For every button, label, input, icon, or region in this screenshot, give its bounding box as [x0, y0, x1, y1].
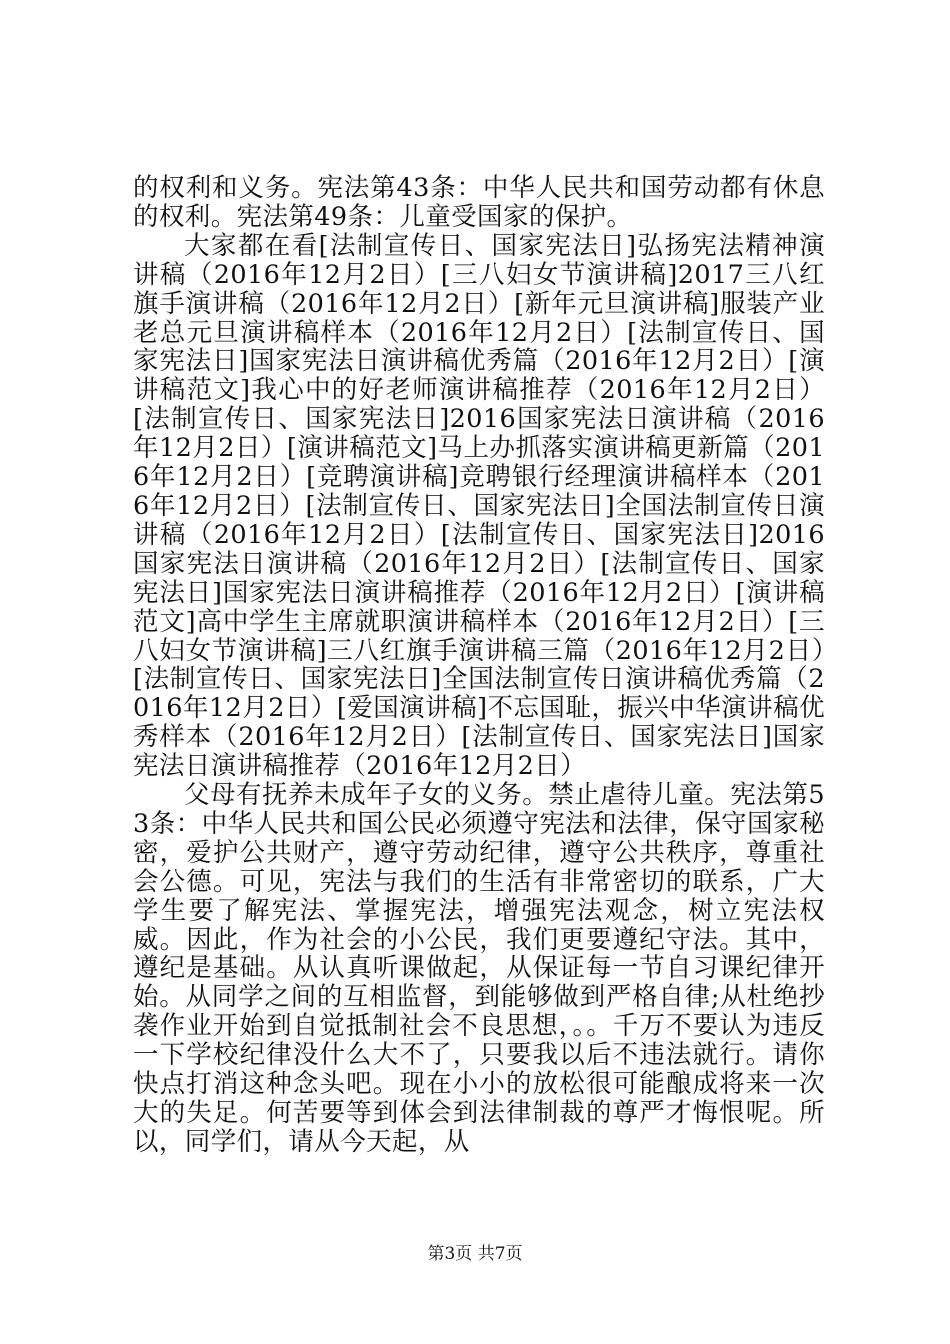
paragraph-2: 大家都在看[法制宣传日、国家宪法日]弘扬宪法精神演讲稿（2016年12月2日）[三八妇女节演讲稿]2017三八红旗手演讲稿（2016年12月2日）[新年元旦演讲稿]服装产业老总元旦演讲稿样本（2016年12月2日）[法制宣传日、国家宪法日]国家宪法日演讲稿优秀篇（2016年12月2日）[演讲稿范文]我心中的好老师演讲稿推荐（2016年12月2日）[法制宣传日、国家宪法日]2016国家宪法日演讲稿（2016年12月2日）[演讲稿范文]马上办抓落实演讲稿更新篇（2016年12月2日）[竞聘演讲稿]竞聘银行经理演讲稿样本（2016年12月2日）[法制宣传日、国家宪法日]全国法制宣传日演讲稿（2016年12月2日）[法制宣传日、国家宪法日]2016国家宪法日演讲稿（2016年12月2日）[法制宣传日、国家宪法日]国家宪法日演讲稿推荐（2016年12月2日）[演讲稿范文]高中学生主席就职演讲稿样本（2016年12月2日）[三八妇女节演讲稿]三八红旗手演讲稿三篇（2016年12月2日）[法制宣传日、国家宪法日]全国法制宣传日演讲稿优秀篇（2016年12月2日）[爱国演讲稿]不忘国耻，振兴中华演讲稿优秀样本（2016年12月2日）[法制宣传日、国家宪法日]国家宪法日演讲稿推荐（2016年12月2日） [133, 230, 825, 782]
page-number-footer: 第3页 共7页 [427, 1244, 523, 1264]
paragraph-3: 父母有抚养未成年子女的义务。禁止虐待儿童。宪法第53条：中华人民共和国公民必须遵守宪法和法律，保守国家秘密，爱护公共财产，遵守劳动纪律，遵守公共秩序，尊重社会公德。可见，宪法与我们的生活有非常密切的联系，广大学生要了解宪法、掌握宪法，增强宪法观念，树立宪法权威。因此，作为社会的小公民，我们更要遵纪守法。其中，遵纪是基础。从认真听课做起，从保证每一节自习课纪律开始。从同学之间的互相监督，到能够做到严格自律;从杜绝抄袭作业开始到自觉抵制社会不良思想，。。千万不要认为违反一下学校纪律没什么大不了，只要我以后不违法就行。请你快点打消这种念头吧。现在小小的放松很可能酿成将来一次大的失足。何苦要等到体会到法律制裁的尊严才悔恨呢。所以，同学们，请从今天起，从 [133, 780, 825, 1157]
paragraph-1: 的权利和义务。宪法第43条：中华人民共和国劳动都有休息的权利。宪法第49条：儿童受国家的保护。 [133, 173, 825, 232]
document-body [133, 174, 825, 1157]
